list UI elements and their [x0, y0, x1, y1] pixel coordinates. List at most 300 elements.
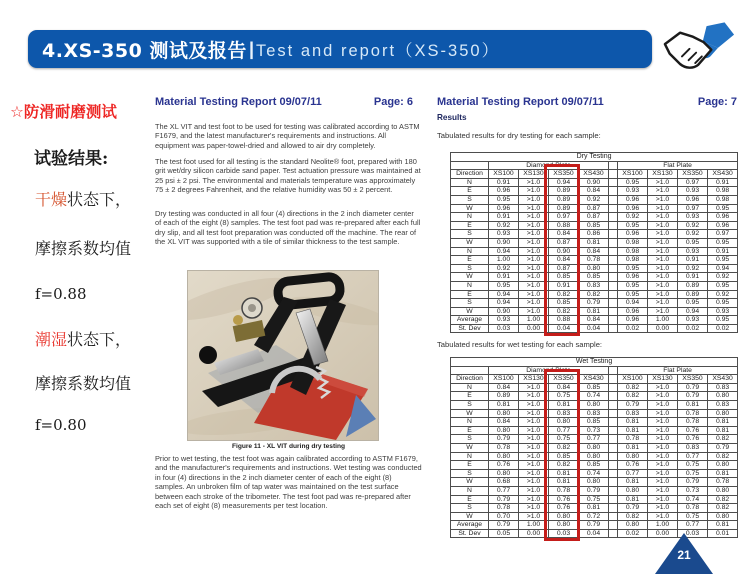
page-label: Page: 6 — [373, 96, 413, 108]
table-cell: N — [451, 213, 489, 222]
table-cell: 0.83 — [678, 443, 708, 452]
table-cell: 0.81 — [579, 307, 609, 316]
table-cell: 1.00 — [648, 521, 678, 530]
table-cell: 0.04 — [579, 529, 609, 538]
table-cell: 0.93 — [708, 307, 738, 316]
table-cell: 0.68 — [489, 478, 519, 487]
table-row — [451, 187, 738, 196]
wet-highlight: 潮湿 — [35, 330, 68, 349]
table-cell: 0.80 — [579, 400, 609, 409]
table-cell: 0.92 — [708, 273, 738, 282]
table-cell: 0.89 — [549, 204, 579, 213]
table-cell: 0.81 — [549, 469, 579, 478]
table-cell: XS100 — [618, 170, 648, 179]
table-row — [451, 512, 738, 521]
table-cell: 0.84 — [579, 247, 609, 256]
table-cell: XS130 — [648, 170, 678, 179]
table-cell: W — [451, 512, 489, 521]
table-cell: 0.95 — [618, 264, 648, 273]
table-row — [451, 230, 738, 239]
dry-metric-label: 摩擦系数均值 — [35, 239, 132, 258]
table-cell: 0.84 — [489, 383, 519, 392]
table-cell — [609, 238, 618, 247]
table-row — [451, 273, 738, 282]
table-cell: >1.0 — [519, 486, 549, 495]
table-cell: 0.79 — [579, 521, 609, 530]
table-cell: 0.98 — [708, 187, 738, 196]
table-cell: 0.80 — [708, 409, 738, 418]
table-row — [451, 221, 738, 230]
figure-caption: Figure 11 - XL VIT during dry testing — [231, 443, 346, 450]
table-cell: 0.93 — [678, 213, 708, 222]
table-cell: 0.75 — [549, 392, 579, 401]
table-cell — [609, 375, 618, 384]
table-cell: XS130 — [519, 375, 549, 384]
table-cell: 0.91 — [708, 178, 738, 187]
table-row — [451, 247, 738, 256]
table-cell: W — [451, 204, 489, 213]
table-row — [451, 426, 738, 435]
table-cell: 0.88 — [549, 316, 579, 325]
table-cell — [609, 307, 618, 316]
table-cell: 0.80 — [549, 521, 579, 530]
table-cell: 0.00 — [648, 529, 678, 538]
wet-suffix: 状态下， — [67, 330, 132, 349]
table-cell: 0.82 — [708, 435, 738, 444]
table-cell: E — [451, 461, 489, 470]
table-cell: 0.80 — [579, 478, 609, 487]
dry-testing-table-wrap — [450, 152, 738, 333]
table-cell — [609, 435, 618, 444]
table-cell: >1.0 — [519, 392, 549, 401]
table-cell: Dry Testing — [451, 153, 738, 162]
table-row — [451, 418, 738, 427]
table-cell: >1.0 — [519, 495, 549, 504]
table-cell — [609, 230, 618, 239]
table-cell — [609, 204, 618, 213]
table-cell: >1.0 — [648, 504, 678, 513]
table-cell: E — [451, 187, 489, 196]
table-cell: 0.91 — [678, 273, 708, 282]
report-paragraph: Dry testing was conducted in all four (4) directions in the 2 inch diameter center of each of the eight (8) samples. The test foot pad was re-prepared after each full dry slip, and all test foot preparation was conducted off the machine. The rear of the XL VIT was supported with a tile of similar thickness to the test sample. — [155, 209, 421, 247]
table-cell: XS350 — [678, 170, 708, 179]
table-cell: 0.92 — [489, 264, 519, 273]
table-cell: 0.97 — [708, 230, 738, 239]
table-cell: 1.00 — [648, 316, 678, 325]
table-cell: 0.82 — [549, 443, 579, 452]
table-cell: 0.79 — [579, 486, 609, 495]
table-cell: 0.76 — [549, 504, 579, 513]
table-cell: XS130 — [519, 170, 549, 179]
table-cell: 0.87 — [549, 264, 579, 273]
table-cell: 0.96 — [678, 195, 708, 204]
table-cell: 0.02 — [708, 324, 738, 333]
table-row — [451, 195, 738, 204]
table-cell: 0.02 — [678, 324, 708, 333]
table-cell: 0.80 — [579, 452, 609, 461]
table-cell: S — [451, 264, 489, 273]
table-cell: Diamond Plate — [489, 366, 609, 375]
table-cell: >1.0 — [519, 461, 549, 470]
table-cell: 0.81 — [708, 418, 738, 427]
report-header-page6 — [155, 96, 413, 108]
table-cell — [609, 461, 618, 470]
table-cell: 0.76 — [678, 426, 708, 435]
table-cell: N — [451, 281, 489, 290]
table-cell: 0.79 — [489, 495, 519, 504]
table-cell: 0.80 — [579, 443, 609, 452]
table-cell: 0.94 — [708, 264, 738, 273]
table-cell: 0.94 — [489, 290, 519, 299]
table-cell: 0.80 — [618, 486, 648, 495]
table-cell: S — [451, 195, 489, 204]
table-cell: 0.92 — [678, 230, 708, 239]
table-cell: XS350 — [549, 375, 579, 384]
tribometer-photo — [188, 271, 378, 440]
table-cell: 0.87 — [579, 213, 609, 222]
table-cell: >1.0 — [648, 495, 678, 504]
table-cell: S — [451, 504, 489, 513]
table-cell: N — [451, 178, 489, 187]
table-cell: 0.94 — [549, 178, 579, 187]
table-cell: 0.89 — [549, 187, 579, 196]
table-cell: >1.0 — [519, 400, 549, 409]
table-cell: 0.78 — [489, 504, 519, 513]
table-cell — [609, 161, 618, 170]
table-cell: 0.78 — [618, 435, 648, 444]
table-cell — [609, 281, 618, 290]
table-row — [451, 521, 738, 530]
table-cell: >1.0 — [648, 221, 678, 230]
table-cell: 0.83 — [549, 409, 579, 418]
table-cell — [609, 495, 618, 504]
table-row — [451, 299, 738, 308]
table-cell: 0.00 — [648, 324, 678, 333]
table-cell: N — [451, 247, 489, 256]
table-cell: XS350 — [678, 375, 708, 384]
dry-friction-value: f=0.88 — [35, 285, 87, 303]
table-cell: 0.81 — [618, 443, 648, 452]
table-cell: >1.0 — [519, 383, 549, 392]
table-cell — [609, 521, 618, 530]
table-cell: W — [451, 409, 489, 418]
table-cell: Diamond Plate — [489, 161, 609, 170]
title-divider: | — [248, 38, 254, 59]
table-cell: 0.94 — [618, 299, 648, 308]
table-cell: >1.0 — [648, 461, 678, 470]
table-cell — [609, 383, 618, 392]
table-row — [451, 324, 738, 333]
table-cell: 0.96 — [618, 230, 648, 239]
table-cell: 0.93 — [489, 230, 519, 239]
table-cell: 0.78 — [678, 504, 708, 513]
table-cell: 0.90 — [549, 247, 579, 256]
table-cell — [609, 213, 618, 222]
table-cell: 0.95 — [678, 238, 708, 247]
dry-testing-table — [450, 152, 738, 333]
table-cell: 0.98 — [708, 195, 738, 204]
table-cell: >1.0 — [519, 238, 549, 247]
results-heading: Results — [437, 113, 467, 122]
dry-highlight: 干燥 — [35, 190, 68, 209]
table-cell — [609, 178, 618, 187]
table-cell: >1.0 — [519, 435, 549, 444]
table-cell: E — [451, 392, 489, 401]
table-cell: >1.0 — [648, 187, 678, 196]
table-row — [451, 486, 738, 495]
table-cell: >1.0 — [648, 307, 678, 316]
table-cell: 0.05 — [489, 529, 519, 538]
table-cell: N — [451, 452, 489, 461]
table-cell: 0.78 — [549, 486, 579, 495]
table-row — [451, 290, 738, 299]
table-cell: 0.84 — [549, 256, 579, 265]
table-row — [451, 469, 738, 478]
table-cell: S — [451, 230, 489, 239]
table-cell: >1.0 — [519, 281, 549, 290]
table-row — [451, 461, 738, 470]
table-cell: 0.81 — [678, 400, 708, 409]
table-cell: 0.92 — [579, 195, 609, 204]
handshake-icon — [663, 21, 735, 71]
table-cell — [609, 170, 618, 179]
table-cell — [609, 247, 618, 256]
table-cell: >1.0 — [648, 512, 678, 521]
table-cell: S — [451, 299, 489, 308]
table-cell: 0.81 — [708, 426, 738, 435]
table-cell: 0.84 — [549, 383, 579, 392]
table-cell: 0.82 — [618, 383, 648, 392]
table-cell: 0.85 — [549, 452, 579, 461]
table-cell — [609, 195, 618, 204]
table-cell: 0.94 — [678, 307, 708, 316]
table-cell: 0.74 — [579, 469, 609, 478]
table-cell: 0.82 — [618, 392, 648, 401]
table-cell: XS350 — [549, 170, 579, 179]
table-cell: W — [451, 238, 489, 247]
table-row — [451, 316, 738, 325]
table-cell: 0.82 — [618, 512, 648, 521]
table-cell: >1.0 — [519, 478, 549, 487]
table-cell: >1.0 — [648, 281, 678, 290]
table-row — [451, 383, 738, 392]
table-cell: 0.93 — [489, 316, 519, 325]
table-cell: 0.77 — [579, 435, 609, 444]
table-cell: 0.82 — [708, 504, 738, 513]
result-label: 试验结果: — [34, 149, 109, 169]
table-cell: >1.0 — [648, 247, 678, 256]
table-cell: 0.85 — [579, 273, 609, 282]
table-cell: 0.95 — [708, 316, 738, 325]
table-cell — [609, 221, 618, 230]
table-cell: 0.79 — [579, 299, 609, 308]
table-row — [451, 452, 738, 461]
table-cell: 0.04 — [579, 324, 609, 333]
table-cell: 0.91 — [708, 247, 738, 256]
table-cell: 0.95 — [618, 290, 648, 299]
table-cell: 0.95 — [489, 195, 519, 204]
table-cell: 0.96 — [618, 273, 648, 282]
table-cell: 0.73 — [579, 426, 609, 435]
table-cell: 0.00 — [519, 324, 549, 333]
table-cell: 0.83 — [708, 383, 738, 392]
table-cell: >1.0 — [648, 195, 678, 204]
table-cell — [609, 504, 618, 513]
table-cell: 0.76 — [618, 461, 648, 470]
table-cell: 0.80 — [708, 392, 738, 401]
table-cell: XS430 — [579, 170, 609, 179]
table-cell: >1.0 — [648, 486, 678, 495]
table-cell: Flat Plate — [618, 366, 738, 375]
table-cell: 0.82 — [708, 495, 738, 504]
slide-title-zh: 4.XS-350 测试及报告 — [42, 39, 247, 62]
table-cell: 0.80 — [489, 426, 519, 435]
table-cell: 0.87 — [579, 204, 609, 213]
table-cell: >1.0 — [519, 256, 549, 265]
table-cell — [609, 443, 618, 452]
table-cell: >1.0 — [648, 392, 678, 401]
table-cell: >1.0 — [648, 469, 678, 478]
table-cell: 0.97 — [678, 204, 708, 213]
table-cell: 0.03 — [549, 529, 579, 538]
wet-metric-label: 摩擦系数均值 — [35, 374, 132, 393]
table-cell: 0.85 — [549, 273, 579, 282]
table-cell: 0.78 — [678, 418, 708, 427]
table-cell: 0.79 — [678, 383, 708, 392]
table-cell: 0.02 — [618, 324, 648, 333]
table-cell: 0.01 — [708, 529, 738, 538]
table-cell: N — [451, 383, 489, 392]
table-cell: 0.96 — [489, 204, 519, 213]
table-cell: 0.98 — [618, 256, 648, 265]
table-cell: 0.00 — [519, 529, 549, 538]
dry-table-intro: Tabulated results for dry testing for each sample: — [437, 131, 601, 140]
table-cell: E — [451, 426, 489, 435]
table-cell: 0.81 — [708, 521, 738, 530]
table-cell: 0.80 — [489, 469, 519, 478]
table-cell — [609, 187, 618, 196]
wet-testing-table — [450, 357, 738, 538]
table-cell: 0.81 — [618, 426, 648, 435]
table-cell: 0.77 — [678, 452, 708, 461]
table-cell: >1.0 — [519, 512, 549, 521]
table-cell: >1.0 — [519, 195, 549, 204]
table-cell: 0.72 — [579, 512, 609, 521]
table-cell: 0.87 — [549, 238, 579, 247]
table-cell — [609, 366, 618, 375]
table-cell: 0.79 — [489, 435, 519, 444]
wet-friction-value: f=0.80 — [35, 416, 87, 434]
table-cell: >1.0 — [519, 409, 549, 418]
table-cell: Average — [451, 521, 489, 530]
table-cell: 0.96 — [708, 213, 738, 222]
table-cell: 0.81 — [549, 400, 579, 409]
table-cell: Average — [451, 316, 489, 325]
table-cell: 0.86 — [579, 230, 609, 239]
table-cell: 0.81 — [618, 478, 648, 487]
report-title: Material Testing Report 09/07/11 — [155, 96, 322, 108]
table-cell: >1.0 — [519, 264, 549, 273]
table-cell: 0.80 — [618, 521, 648, 530]
dry-suffix: 状态下， — [67, 190, 132, 209]
table-cell: 0.96 — [618, 204, 648, 213]
table-cell — [609, 392, 618, 401]
table-cell: 0.95 — [618, 178, 648, 187]
table-cell: 0.91 — [678, 256, 708, 265]
table-cell: 0.98 — [618, 238, 648, 247]
table-row — [451, 504, 738, 513]
table-cell — [609, 409, 618, 418]
table-cell: St. Dev — [451, 529, 489, 538]
report-paragraph: The XL VIT and test foot to be used for testing was calibrated according to ASTM F1679, and the latest manufacturer's requirements and instructions. All equipment was paper-towel-dried and allowed to air dry completely. — [155, 122, 420, 150]
table-cell: 1.00 — [489, 256, 519, 265]
table-cell: 0.95 — [708, 281, 738, 290]
table-cell: 0.80 — [549, 512, 579, 521]
table-cell: 0.94 — [489, 247, 519, 256]
table-cell: >1.0 — [519, 273, 549, 282]
table-cell — [609, 264, 618, 273]
table-cell: 0.93 — [618, 187, 648, 196]
table-cell: XS100 — [489, 170, 519, 179]
table-cell: >1.0 — [519, 178, 549, 187]
table-cell: >1.0 — [648, 204, 678, 213]
table-cell: S — [451, 469, 489, 478]
report-title: Material Testing Report 09/07/11 — [437, 96, 604, 108]
table-cell: 0.76 — [489, 461, 519, 470]
table-cell — [609, 290, 618, 299]
table-cell: 0.80 — [489, 452, 519, 461]
wet-table-intro: Tabulated results for wet testing for each sample: — [437, 340, 603, 349]
table-cell: W — [451, 478, 489, 487]
table-cell: 0.75 — [549, 435, 579, 444]
table-cell: 0.02 — [618, 529, 648, 538]
table-cell: 0.85 — [579, 418, 609, 427]
table-cell: S — [451, 400, 489, 409]
table-cell: 0.91 — [489, 273, 519, 282]
table-cell: 0.81 — [579, 504, 609, 513]
table-cell — [609, 512, 618, 521]
table-cell: 0.79 — [678, 392, 708, 401]
table-cell: W — [451, 307, 489, 316]
table-cell: XS100 — [489, 375, 519, 384]
table-cell: >1.0 — [648, 273, 678, 282]
table-cell — [609, 299, 618, 308]
table-cell: 1.00 — [519, 316, 549, 325]
table-cell: 0.90 — [489, 238, 519, 247]
table-cell: XS430 — [579, 375, 609, 384]
table-row — [451, 443, 738, 452]
table-cell: St. Dev — [451, 324, 489, 333]
table-cell: 0.81 — [489, 400, 519, 409]
table-cell: 0.78 — [708, 478, 738, 487]
table-cell: 0.03 — [489, 324, 519, 333]
table-cell: 0.80 — [549, 418, 579, 427]
table-cell: 0.92 — [618, 213, 648, 222]
table-cell: 0.03 — [678, 529, 708, 538]
table-cell: >1.0 — [648, 435, 678, 444]
table-cell: 0.88 — [549, 221, 579, 230]
table-cell: 0.89 — [549, 195, 579, 204]
table-cell: 0.79 — [618, 504, 648, 513]
table-cell: W — [451, 443, 489, 452]
slide-title-en: Test and report（XS-350） — [255, 42, 501, 60]
table-cell: 0.82 — [579, 290, 609, 299]
table-cell: 0.79 — [618, 400, 648, 409]
table-cell: 0.84 — [489, 418, 519, 427]
table-cell: 0.91 — [489, 178, 519, 187]
table-cell: >1.0 — [519, 221, 549, 230]
table-cell: 0.93 — [678, 187, 708, 196]
